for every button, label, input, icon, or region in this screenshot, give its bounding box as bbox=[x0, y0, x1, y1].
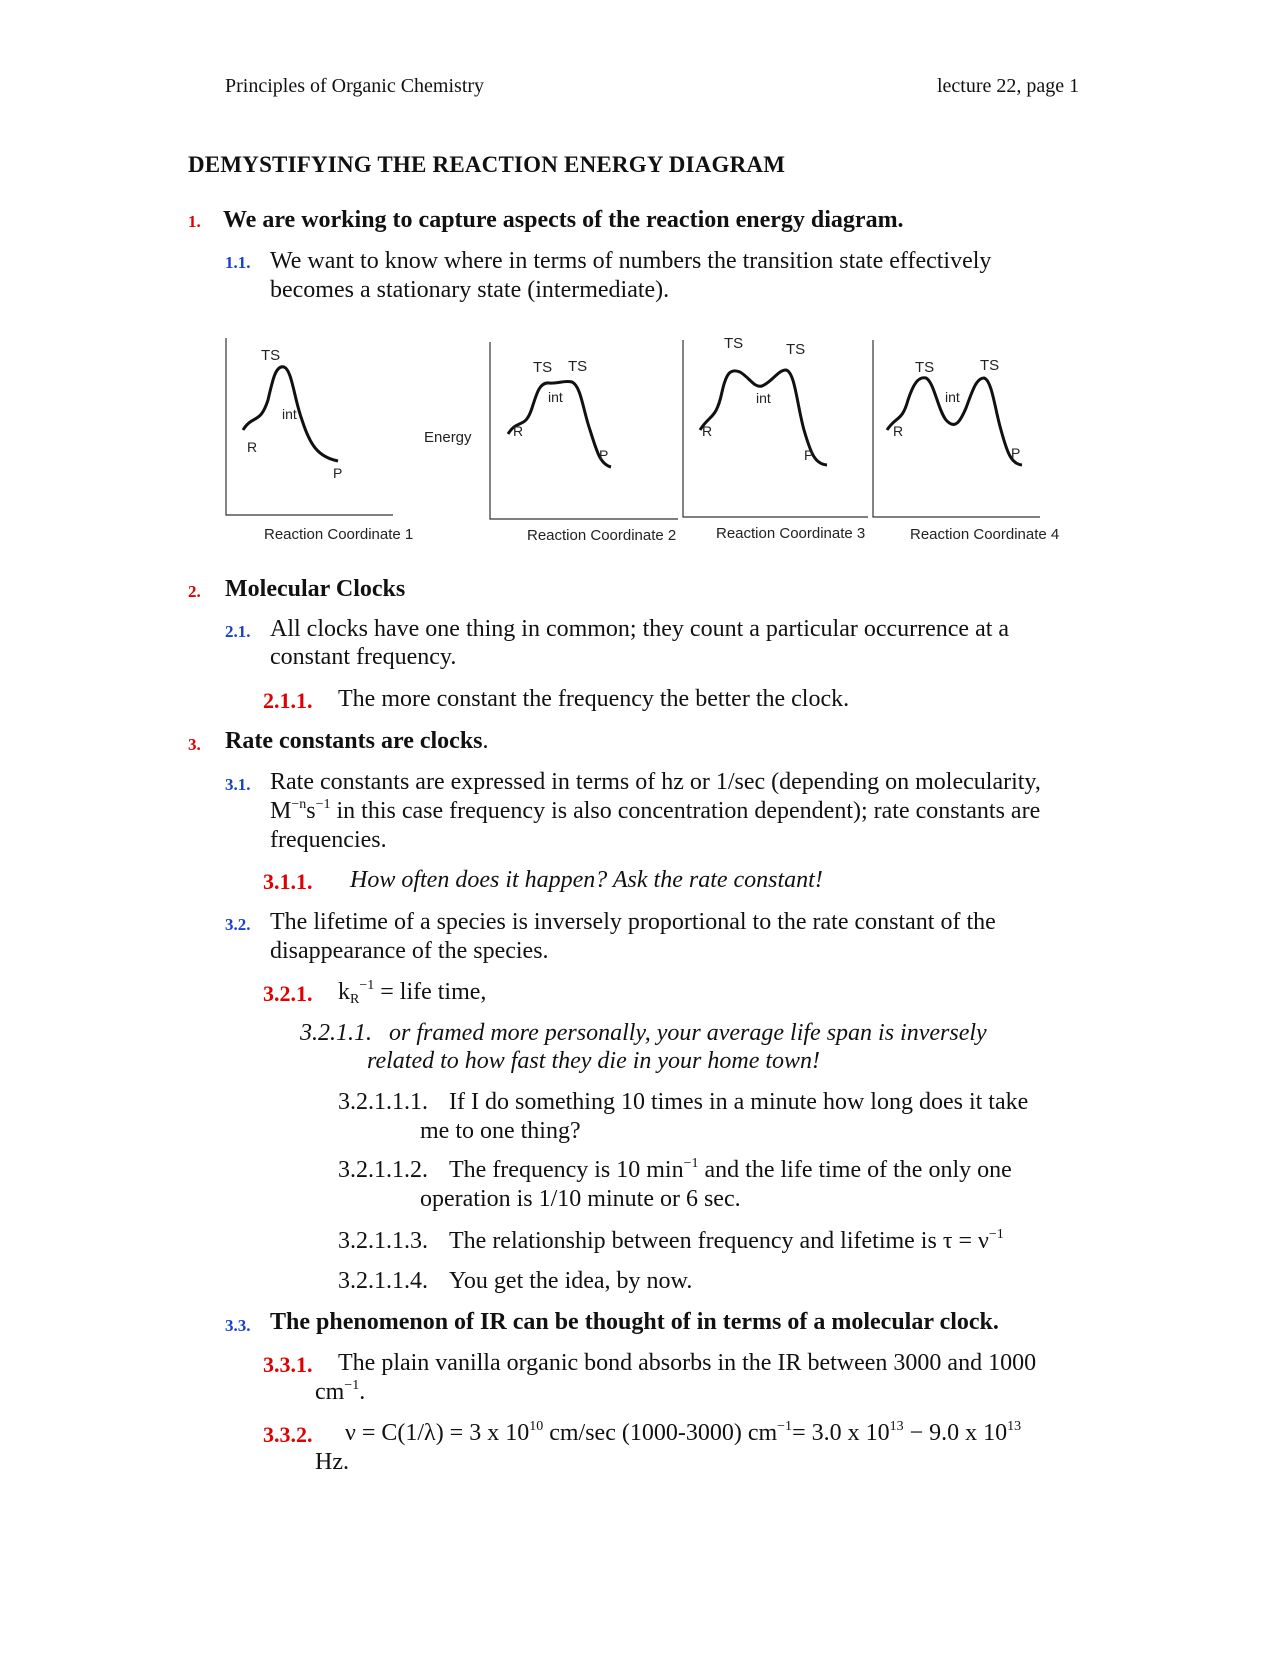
panel-3-ts-2: TS bbox=[786, 341, 806, 358]
section-2-1-1-text: The more constant the frequency the better the clock. bbox=[338, 686, 850, 712]
section-3-number: 3. bbox=[188, 735, 201, 754]
header-page: lecture 22, page 1 bbox=[937, 75, 1080, 97]
item-1-number: 3.2.1.1.1. bbox=[338, 1089, 428, 1115]
section-3-3-2-number: 3.3.2. bbox=[263, 1422, 313, 1447]
panel-1-r: R bbox=[247, 439, 258, 455]
eq-sup-13b: 13 bbox=[1007, 1419, 1022, 1434]
panel-1-int: int bbox=[282, 406, 297, 422]
section-3-1-1-number: 3.1.1. bbox=[263, 869, 313, 894]
section-3-3-2-line2: Hz. bbox=[315, 1449, 349, 1475]
reaction-energy-diagrams bbox=[0, 330, 1280, 550]
panel-4-r: R bbox=[893, 423, 904, 439]
eq-part-a: ν = C(1/λ) = 3 x 10 bbox=[345, 1420, 530, 1446]
section-3-2-line2: disappearance of the species. bbox=[270, 938, 549, 964]
energy-label: Energy bbox=[424, 429, 472, 446]
eq-part-d: − 9.0 x 10 bbox=[903, 1420, 1008, 1446]
panel-3-caption: Reaction Coordinate 3 bbox=[716, 525, 866, 542]
section-3-1-line1: Rate constants are expressed in terms of hz or 1/sec (depending on molecularity, bbox=[270, 769, 1041, 795]
header-course: Principles of Organic Chemistry bbox=[225, 75, 485, 97]
section-3-heading: Rate constants are clocks bbox=[225, 728, 483, 754]
section-2-heading: Molecular Clocks bbox=[225, 576, 406, 602]
item-4-line1: You get the idea, by now. bbox=[449, 1268, 693, 1294]
panel-2 bbox=[490, 342, 678, 544]
item-1-line2: me to one thing? bbox=[420, 1118, 581, 1144]
sup-neg-1: −1 bbox=[315, 797, 331, 812]
section-3-1-1-text: How often does it happen? Ask the rate constant! bbox=[350, 867, 823, 893]
eq-sup-13a: 13 bbox=[889, 1419, 904, 1434]
panel-4-ts-2: TS bbox=[980, 357, 1000, 374]
section-3-3-1-line2 bbox=[315, 1379, 365, 1406]
panel-1-axes bbox=[226, 338, 393, 515]
section-3-3-heading: The phenomenon of IR can be thought of in terms of a molecular clock. bbox=[270, 1309, 999, 1335]
section-3-3-number: 3.3. bbox=[225, 1316, 251, 1335]
sup-neg-1: −1 bbox=[988, 1227, 1004, 1242]
eq-part-c: = 3.0 x 10 bbox=[792, 1420, 890, 1446]
k-symbol: k bbox=[338, 979, 350, 1005]
section-1-1-line2: becomes a stationary state (intermediate). bbox=[270, 277, 670, 303]
panel-3-p: P bbox=[804, 447, 814, 463]
item-3-line1-a: The relationship between frequency and lifetime is τ = ν bbox=[449, 1228, 989, 1254]
item-1-line1: If I do something 10 times in a minute how long does it take bbox=[449, 1089, 1029, 1115]
item-2-number: 3.2.1.1.2. bbox=[338, 1157, 428, 1183]
section-3-heading-end: . bbox=[482, 728, 489, 754]
section-3-2-1-1-line2: related to how fast they die in your home town! bbox=[367, 1048, 821, 1074]
section-3-1-number: 3.1. bbox=[225, 775, 251, 794]
document-title: DEMYSTIFYING THE REACTION ENERGY DIAGRAM bbox=[188, 152, 786, 177]
sup-neg-1: −1 bbox=[683, 1156, 699, 1171]
panel-2-ts-1: TS bbox=[533, 359, 553, 376]
panel-4-ts-1: TS bbox=[915, 359, 935, 376]
section-1-heading: We are working to capture aspects of the reaction energy diagram. bbox=[223, 207, 904, 233]
section-3-1-line3: frequencies. bbox=[270, 827, 387, 853]
life-time-text: = life time, bbox=[374, 979, 487, 1005]
section-3-1-line2-rest: in this case frequency is also concentration dependent); rate constants are bbox=[330, 798, 1041, 824]
sup-neg-1: −1 bbox=[344, 1378, 360, 1393]
item-4-number: 3.2.1.1.4. bbox=[338, 1268, 428, 1294]
section-3-3-1-number: 3.3.1. bbox=[263, 1352, 313, 1377]
panel-3-int: int bbox=[756, 390, 771, 406]
item-2-line1-b: and the life time of the only one bbox=[698, 1157, 1012, 1183]
panel-2-ts-2: TS bbox=[568, 358, 588, 375]
section-3-2-1-1-number: 3.2.1.1. bbox=[300, 1020, 372, 1046]
period: . bbox=[359, 1379, 366, 1405]
section-3-2-number: 3.2. bbox=[225, 915, 251, 934]
panel-2-p: P bbox=[599, 447, 609, 463]
unit-s: s bbox=[306, 798, 316, 824]
item-2-line1 bbox=[449, 1157, 1012, 1184]
panel-4 bbox=[873, 340, 1059, 543]
item-2-line2: operation is 1/10 minute or 6 sec. bbox=[420, 1186, 741, 1212]
section-3-2-1-number: 3.2.1. bbox=[263, 981, 313, 1006]
section-2-number: 2. bbox=[188, 582, 201, 601]
panel-1-p: P bbox=[333, 465, 343, 481]
item-3-line1 bbox=[449, 1228, 1004, 1255]
section-3-2-1-1-line1: or framed more personally, your average life span is inversely bbox=[389, 1020, 987, 1046]
panel-4-p: P bbox=[1011, 445, 1021, 461]
eq-sup-neg-1: −1 bbox=[777, 1419, 793, 1434]
eq-part-b: cm/sec (1000-3000) cm bbox=[543, 1420, 778, 1446]
eq-sup-10: 10 bbox=[529, 1419, 544, 1434]
panel-3 bbox=[683, 335, 868, 542]
section-1-1-line1: We want to know where in terms of numbers the transition state effectively bbox=[270, 248, 992, 274]
sub-r: R bbox=[350, 992, 360, 1007]
panel-1 bbox=[226, 338, 413, 543]
section-3-1-line2 bbox=[270, 798, 1040, 825]
section-1-number: 1. bbox=[188, 212, 201, 231]
panel-1-ts: TS bbox=[261, 347, 281, 364]
section-1 bbox=[188, 212, 201, 232]
section-2-1-line1: All clocks have one thing in common; they count a particular occurrence at a bbox=[270, 616, 1010, 642]
section-3-2-1-text bbox=[338, 979, 486, 1006]
panel-2-r: R bbox=[513, 423, 524, 439]
section-2-1-number: 2.1. bbox=[225, 622, 251, 641]
section-2-1-line2: constant frequency. bbox=[270, 644, 457, 670]
section-3-2-line1: The lifetime of a species is inversely proportional to the rate constant of the bbox=[270, 909, 996, 935]
item-3-number: 3.2.1.1.3. bbox=[338, 1228, 428, 1254]
panel-2-int: int bbox=[548, 389, 563, 405]
section-3-3-1-line1: The plain vanilla organic bond absorbs in the IR between 3000 and 1000 bbox=[338, 1350, 1037, 1376]
section-2-1-1-number: 2.1.1. bbox=[263, 688, 313, 713]
panel-2-caption: Reaction Coordinate 2 bbox=[527, 527, 677, 544]
panel-1-caption: Reaction Coordinate 1 bbox=[264, 526, 414, 543]
panel-3-r: R bbox=[702, 423, 713, 439]
item-2-line1-a: The frequency is 10 min bbox=[449, 1157, 684, 1183]
section-1-1-number: 1.1. bbox=[225, 253, 251, 272]
panel-3-ts-1: TS bbox=[724, 335, 744, 352]
section-3-3-2-equation bbox=[345, 1420, 1021, 1447]
panel-4-caption: Reaction Coordinate 4 bbox=[910, 526, 1060, 543]
sup-neg-1: −1 bbox=[359, 978, 375, 993]
section-3-heading-line bbox=[225, 728, 489, 755]
unit-m: M bbox=[270, 798, 292, 824]
sup-neg-n: −n bbox=[291, 797, 307, 812]
panel-4-int: int bbox=[945, 389, 960, 405]
unit-cm: cm bbox=[315, 1379, 345, 1405]
